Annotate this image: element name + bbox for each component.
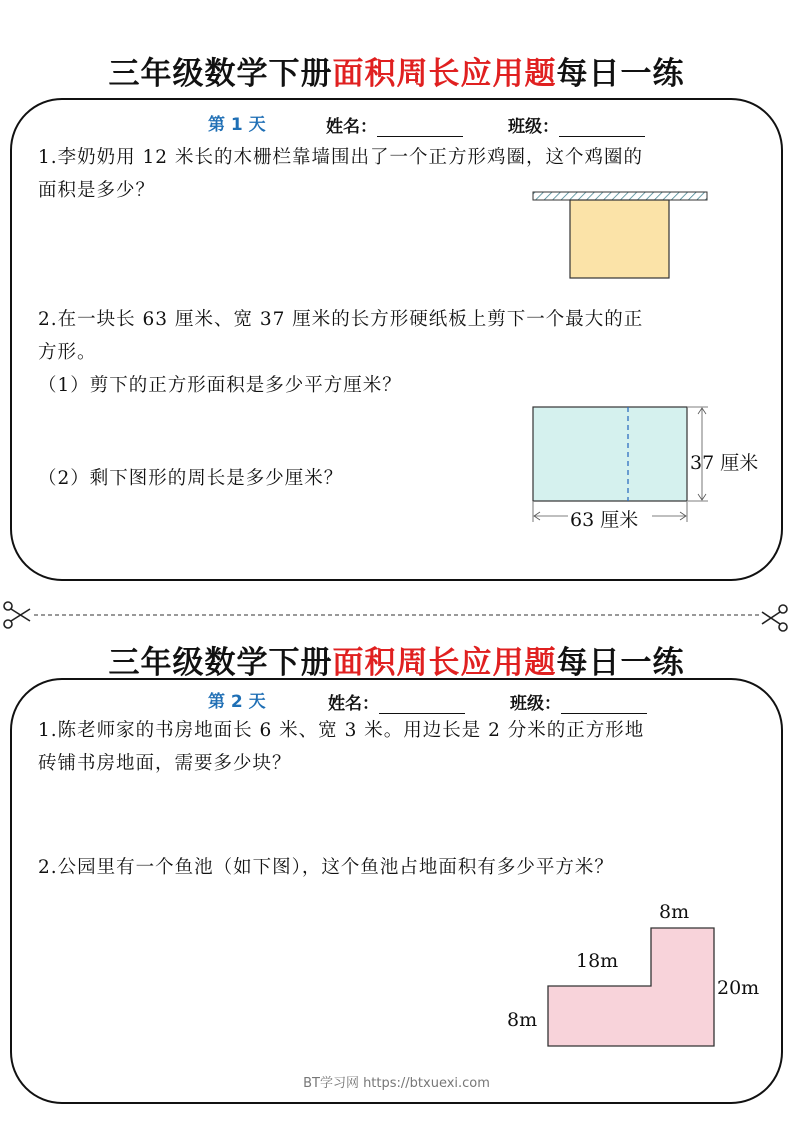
day-label: 第 1 天	[208, 115, 266, 135]
chicken-coop-figure	[530, 188, 712, 284]
pond-shape	[548, 928, 714, 1046]
name-blank[interactable]	[379, 695, 465, 714]
footer-watermark: BT学习网 https://btxuexi.com	[303, 1076, 490, 1091]
pond-figure	[540, 920, 725, 1052]
scissors-icon-right	[762, 605, 787, 631]
coop-square	[570, 200, 669, 278]
fig-right-label: 20m	[717, 977, 760, 999]
fig-width-label: 37 厘米	[690, 452, 759, 474]
sheet2-class: 班级：	[510, 689, 647, 714]
fig-top-label: 8m	[659, 901, 690, 923]
fig-left-label: 8m	[507, 1009, 538, 1031]
sheet2-question-1: 1.陈老师家的书房地面长 6 米、宽 3 米。用边长是 2 分米的正方形地 砖铺书房地面，需要多少块？	[38, 720, 645, 774]
sheet1-name: 姓名：	[326, 112, 463, 137]
sheet1-question-2-sub2: （2）剩下图形的周长是多少厘米？	[38, 468, 344, 489]
cardboard-rect	[533, 407, 687, 501]
sheet1-question-2: 2.在一块长 63 厘米、宽 37 厘米的长方形硬纸板上剪下一个最大的正 方形。 （1）剪下的正方形面积是多少平方厘米？	[38, 309, 644, 396]
sheet1-class: 班级：	[508, 112, 645, 137]
day-label: 第 2 天	[208, 692, 266, 712]
class-blank[interactable]	[559, 118, 645, 137]
fig-mid-label: 18m	[576, 950, 619, 972]
sheet2-title: 三年级数学下册面积周长应用题每日一练	[108, 645, 685, 681]
scissors-icon-left	[4, 602, 30, 628]
sheet2-name: 姓名：	[328, 689, 465, 714]
sheet2-header	[208, 687, 266, 712]
sheet1-title: 三年级数学下册面积周长应用题每日一练	[108, 56, 685, 92]
sheet2-question-2: 2.公园里有一个鱼池（如下图），这个鱼池占地面积有多少平方米？	[38, 857, 614, 878]
cut-divider	[0, 600, 793, 634]
fig-length-label: 63 厘米	[570, 509, 639, 531]
wall	[533, 192, 707, 200]
name-blank[interactable]	[377, 118, 463, 137]
class-blank[interactable]	[561, 695, 647, 714]
sheet1-question-1: 1.李奶奶用 12 米长的木栅栏靠墙围出了一个正方形鸡圈，这个鸡圈的 面积是多少？	[38, 147, 643, 201]
sheet1-header	[208, 110, 266, 135]
